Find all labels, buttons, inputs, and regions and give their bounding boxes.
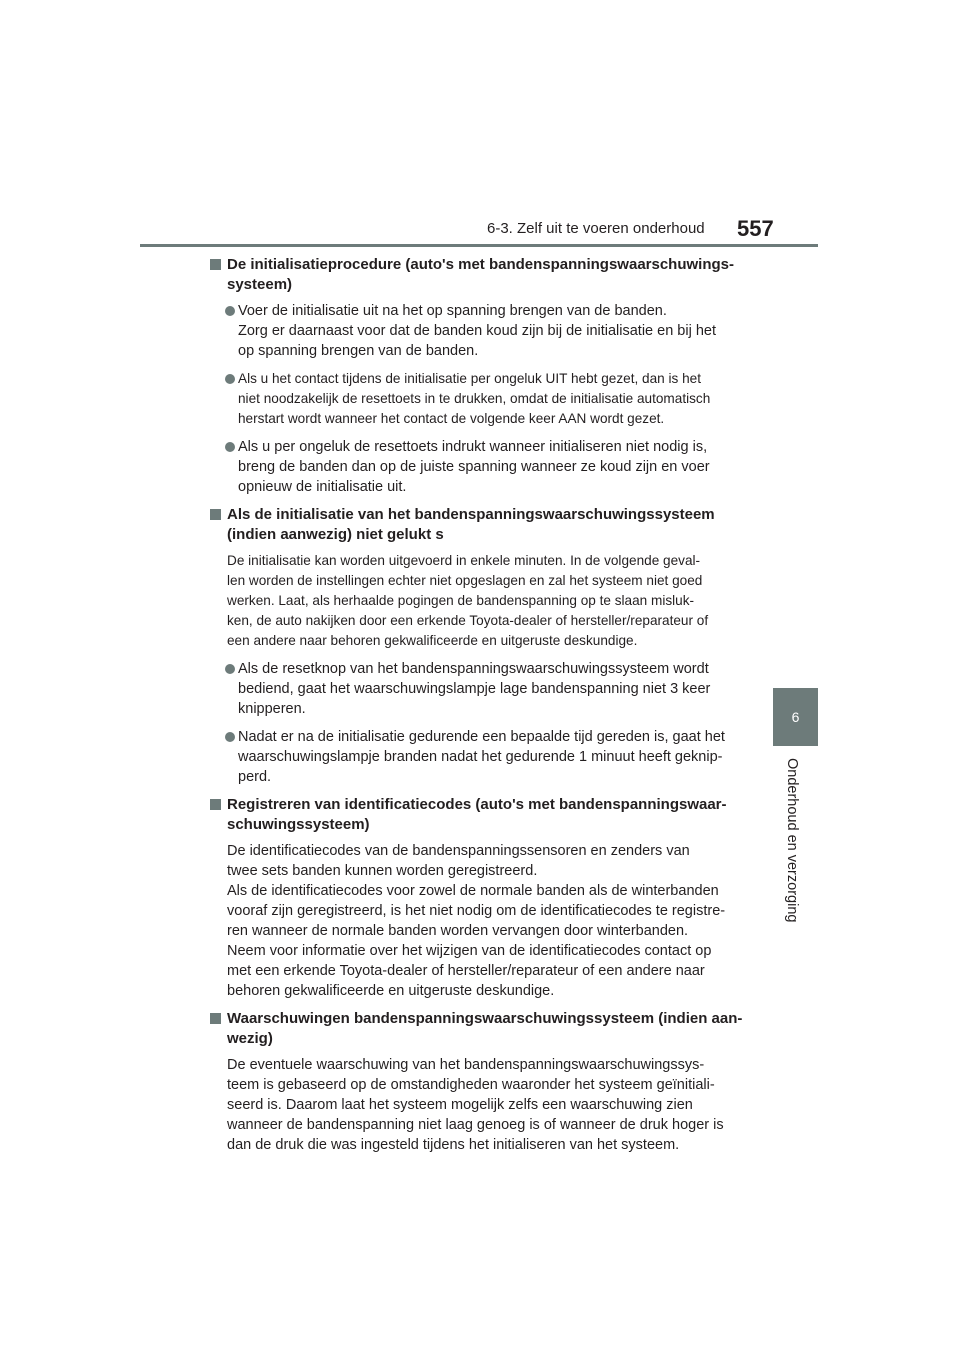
bullet-item: Als u per ongeluk de resettoets indrukt wanneer initialiseren niet nodig is, breng de banden dan op de juiste spanning wanneer ze koud zijn en voer opnieuw de initialisatie uit. <box>210 437 750 497</box>
paragraph: De initialisatie kan worden uitgevoerd in enkele minuten. In de volgende geval- len worden de instellingen echter niet opgeslagen en zal het systeem niet goed werken. Laat, als herhaalde pogingen de bandenspanning op te slaan misluk- ken, de auto nakijken door een erkende Toyota-dealer of hersteller/reparateur of een andere naar behoren gekwalificeerde en uitgeruste deskundige. <box>227 553 709 648</box>
bullet-item: Nadat er na de initialisatie gedurende een bepaalde tijd gereden is, gaat het waarschuwingslampje branden nadat het gedurende 1 minuut heeft geknip- perd. <box>210 727 750 787</box>
round-bullet-icon <box>225 664 235 674</box>
section-heading-register-id-codes: Registreren van identificatiecodes (auto's met bandenspanningswaar- schuwingssysteem) <box>210 795 750 835</box>
round-bullet-icon <box>225 732 235 742</box>
page-number: 557 <box>737 216 774 241</box>
section-heading-initialization-failed: Als de initialisatie van het bandenspanningswaarschuwingssysteem (indien aanwezig) niet gelukt s <box>210 505 750 545</box>
chapter-tab <box>773 688 818 746</box>
round-bullet-icon <box>225 374 235 384</box>
section-heading-warnings: Waarschuwingen bandenspanningswaarschuwingssysteem (indien aan- wezig) <box>210 1009 750 1049</box>
bullet-item: Voer de initialisatie uit na het op spanning brengen van de banden. Zorg er daarnaast voor dat de banden koud zijn bij de initialisatie en bij het op spanning brengen van de banden. <box>210 301 750 361</box>
round-bullet-icon <box>225 442 235 452</box>
bullet-item: Als de resetknop van het bandenspanningswaarschuwingssysteem wordt bediend, gaat het waarschuwingslampje lage bandenspanning niet 3 keer knipperen. <box>210 659 750 719</box>
header-divider <box>140 244 818 247</box>
paragraph: De eventuele waarschuwing van het bandenspanningswaarschuwingssys- teem is gebaseerd op de omstandigheden waaronder het systeem geïnitiali- seerd is. Daarom laat het systeem mogelijk zelfs een waarschuwing zien wanneer de bandenspanning niet laag genoeg is of wanneer de druk hoger is dan de druk die was ingesteld tijdens het initialiseren van het systeem. <box>227 1057 724 1153</box>
page-content <box>210 255 750 1163</box>
chapter-title: Onderhoud en verzorging <box>784 758 800 923</box>
square-bullet-icon <box>210 799 221 810</box>
square-bullet-icon <box>210 509 221 520</box>
square-bullet-icon <box>210 1013 221 1024</box>
paragraph: De identificatiecodes van de bandenspanningssensoren en zenders van twee sets banden kunnen worden geregistreerd. Als de identificatiecodes voor zowel de normale banden als de winterbanden vooraf zijn geregistreerd, is het niet nodig om de identificatiecodes te registre- ren wanneer de normale banden worden vervangen door winterbanden. Neem voor informatie over het wijzigen van de identificatiecodes contact op met een erkende Toyota-dealer of hersteller/reparateur of een andere naar behoren gekwalificeerde en uitgeruste deskundige. <box>227 843 726 999</box>
section-heading-initialization-procedure: De initialisatieprocedure (auto's met bandenspanningswaarschuwings- systeem) <box>210 255 750 295</box>
square-bullet-icon <box>210 259 221 270</box>
chapter-tab-number: 6 <box>791 709 800 725</box>
section-header: 6-3. Zelf uit te voeren onderhoud <box>487 220 705 237</box>
round-bullet-icon <box>225 306 235 316</box>
bullet-item: Als u het contact tijdens de initialisatie per ongeluk UIT hebt gezet, dan is het niet noodzakelijk de resettoets in te drukken, omdat de initialisatie automatisch herstart wordt wanneer het contact de volgende keer AAN wordt gezet. <box>210 369 750 429</box>
